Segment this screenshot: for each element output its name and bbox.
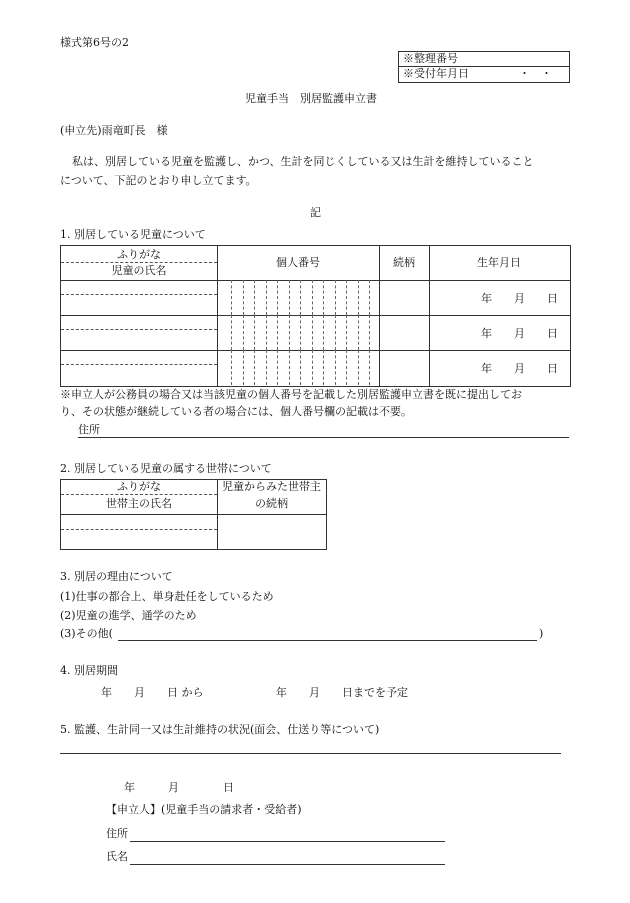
section5-heading: 5. 監護、生計同一又は生計維持の状況(面会、仕送り等について) [60,723,380,736]
table-row [61,350,570,385]
birthdate-field[interactable]: 年 月 日 [481,292,558,305]
reference-number-label: ※整理番号 [403,52,458,65]
children-table [60,245,571,387]
note-line2: り、その状態が継続している者の場合には、個人番号欄の記載は不要。 [60,405,412,418]
form-number: 様式第6号の2 [60,36,129,49]
intro-text-line2: について、下記のとおり申し立てます。 [60,174,257,187]
period-from[interactable]: 年 月 日 から [101,686,204,699]
applicant-address-field[interactable] [130,841,445,842]
birthdate-field[interactable]: 年 月 日 [481,327,558,340]
applicant-name-field[interactable] [130,864,445,865]
relation-header: 続柄 [393,256,415,269]
head-relation-header-2: の続柄 [255,497,288,510]
child-address-field[interactable] [78,437,569,438]
head-furigana-field[interactable] [61,515,217,529]
section2-heading: 2. 別居している児童の属する世帯について [60,462,272,475]
child-name-field[interactable] [61,365,217,385]
section3-heading: 3. 別居の理由について [60,570,173,583]
relation-field[interactable] [380,350,429,385]
child-name-header: 児童の氏名 [111,264,167,277]
received-date-label: ※受付年月日 [403,67,469,80]
head-relation-field[interactable] [218,515,326,549]
registration-box [398,51,570,83]
child-name-field[interactable] [61,330,217,350]
child-name-field[interactable] [61,295,217,315]
document-title: 児童手当 別居監護申立書 [245,92,377,105]
child-furigana-field[interactable] [61,280,217,294]
birthdate-field[interactable]: 年 月 日 [481,362,558,375]
section1-heading: 1. 別居している児童について [60,228,206,241]
note-line1: ※申立人が公務員の場合又は当該児童の個人番号を記載した別居監護申立書を既に提出してお [60,388,522,401]
section4-heading: 4. 別居期間 [60,664,118,677]
application-date[interactable]: 年 月 日 [124,781,234,794]
applicant-address-label: 住所 [106,827,128,840]
head-name-field[interactable] [61,530,217,549]
head-furigana-header: ふりがな [117,480,161,493]
other-reason-field[interactable] [118,640,537,641]
table-row [61,315,570,350]
head-name-header: 世帯主の氏名 [106,497,172,510]
intro-text-line1: 私は、別居している児童を監護し、かつ、生計を同じくしている又は生計を維持していること [72,155,534,168]
relation-field[interactable] [380,280,429,315]
received-date-dots: ・ ・ [519,67,552,80]
child-furigana-header: ふりがな [117,248,161,261]
birthdate-header: 生年月日 [477,256,521,269]
child-furigana-field[interactable] [61,350,217,364]
status-field[interactable] [60,753,561,754]
child-address-label: 住所 [78,423,100,436]
mynumber-header: 個人番号 [276,256,320,269]
head-relation-header-1: 児童からみた世帯主 [222,480,321,493]
period-until[interactable]: 年 月 日までを予定 [276,686,408,699]
reason-3[interactable]: (3)その他( [60,627,113,640]
reason-1[interactable]: (1)仕事の都合上、単身赴任をしているため [60,590,274,603]
mynumber-field[interactable] [231,350,369,385]
relation-field[interactable] [380,315,429,350]
mynumber-field[interactable] [231,315,369,350]
table-row [61,280,570,315]
ki-heading: 記 [310,206,321,219]
addressee: (申立先)雨竜町長 様 [60,124,168,137]
close-paren: ) [539,627,544,640]
child-furigana-field[interactable] [61,315,217,329]
applicant-name-label: 氏名 [106,850,128,863]
household-table [60,479,327,550]
applicant-heading: 【申立人】(児童手当の請求者・受給者) [106,803,302,816]
reason-2[interactable]: (2)児童の進学、通学のため [60,609,197,622]
mynumber-field[interactable] [231,280,369,315]
